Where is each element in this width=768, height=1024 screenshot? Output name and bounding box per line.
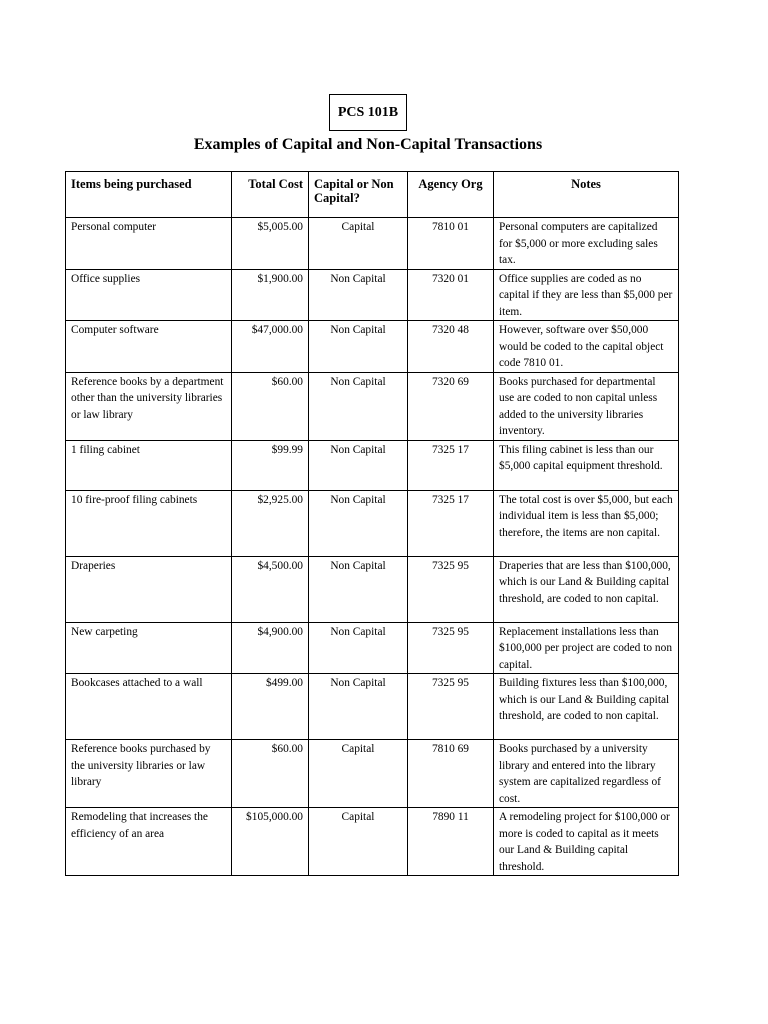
cell-agency-org: 7320 01 — [408, 269, 494, 321]
cell-capital: Non Capital — [309, 622, 408, 674]
cell-total-cost: $99.99 — [232, 440, 309, 490]
cell-total-cost: $105,000.00 — [232, 808, 309, 876]
cell-notes: Office supplies are coded as no capital if they are less than $5,000 per item. — [494, 269, 679, 321]
cell-agency-org: 7325 17 — [408, 490, 494, 556]
header-capital: Capital or Non Capital? — [309, 172, 408, 218]
cell-agency-org: 7890 11 — [408, 808, 494, 876]
table-body — [66, 218, 679, 876]
cell-item: Bookcases attached to a wall — [66, 674, 232, 740]
cell-total-cost: $47,000.00 — [232, 321, 309, 373]
cell-total-cost: $5,005.00 — [232, 218, 309, 270]
cell-item: Office supplies — [66, 269, 232, 321]
cell-notes: The total cost is over $5,000, but each individual item is less than $5,000; therefore, the items are non capital. — [494, 490, 679, 556]
cell-capital: Non Capital — [309, 440, 408, 490]
cell-agency-org: 7325 95 — [408, 622, 494, 674]
cell-item: Computer software — [66, 321, 232, 373]
cell-notes: A remodeling project for $100,000 or more is coded to capital as it meets our Land & Building capital threshold. — [494, 808, 679, 876]
cell-item: Remodeling that increases the efficiency of an area — [66, 808, 232, 876]
table-row — [66, 674, 679, 740]
cell-notes: Books purchased for departmental use are coded to non capital unless added to the university libraries inventory. — [494, 372, 679, 440]
cell-agency-org: 7810 69 — [408, 740, 494, 808]
table-row — [66, 269, 679, 321]
cell-agency-org: 7325 95 — [408, 674, 494, 740]
table-row — [66, 218, 679, 270]
header-total-cost: Total Cost — [232, 172, 309, 218]
cell-capital: Non Capital — [309, 674, 408, 740]
cell-capital: Capital — [309, 740, 408, 808]
transactions-table — [65, 171, 679, 876]
cell-notes: Personal computers are capitalized for $5,000 or more excluding sales tax. — [494, 218, 679, 270]
header-notes: Notes — [494, 172, 679, 218]
table-header-row — [66, 172, 679, 218]
cell-total-cost: $499.00 — [232, 674, 309, 740]
cell-capital: Capital — [309, 218, 408, 270]
cell-notes: Building fixtures less than $100,000, which is our Land & Building capital threshold, are coded to non capital. — [494, 674, 679, 740]
cell-notes: However, software over $50,000 would be coded to the capital object code 7810 01. — [494, 321, 679, 373]
cell-total-cost: $60.00 — [232, 372, 309, 440]
cell-notes: Books purchased by a university library and entered into the library system are capitalized regardless of cost. — [494, 740, 679, 808]
cell-item: Personal computer — [66, 218, 232, 270]
cell-item: 1 filing cabinet — [66, 440, 232, 490]
table-row — [66, 808, 679, 876]
cell-capital: Non Capital — [309, 269, 408, 321]
document-code: PCS 101B — [337, 104, 399, 120]
cell-notes: Draperies that are less than $100,000, which is our Land & Building capital threshold, are coded to non capital. — [494, 556, 679, 622]
cell-total-cost: $4,900.00 — [232, 622, 309, 674]
cell-item: Reference books purchased by the university libraries or law library — [66, 740, 232, 808]
table-row — [66, 440, 679, 490]
cell-capital: Non Capital — [309, 321, 408, 373]
cell-agency-org: 7810 01 — [408, 218, 494, 270]
cell-agency-org: 7320 48 — [408, 321, 494, 373]
cell-capital: Non Capital — [309, 556, 408, 622]
table-row — [66, 740, 679, 808]
document-code-box — [329, 94, 407, 131]
table-row — [66, 490, 679, 556]
cell-total-cost: $1,900.00 — [232, 269, 309, 321]
cell-item: 10 fire-proof filing cabinets — [66, 490, 232, 556]
header-item: Items being purchased — [66, 172, 232, 218]
cell-item: Reference books by a department other than the university libraries or law library — [66, 372, 232, 440]
cell-capital: Capital — [309, 808, 408, 876]
table-row — [66, 321, 679, 373]
cell-capital: Non Capital — [309, 372, 408, 440]
cell-agency-org: 7325 17 — [408, 440, 494, 490]
table-row — [66, 622, 679, 674]
table-row — [66, 556, 679, 622]
cell-total-cost: $2,925.00 — [232, 490, 309, 556]
page-title: Examples of Capital and Non-Capital Transactions — [193, 136, 543, 153]
cell-agency-org: 7325 95 — [408, 556, 494, 622]
cell-total-cost: $60.00 — [232, 740, 309, 808]
cell-agency-org: 7320 69 — [408, 372, 494, 440]
table-row — [66, 372, 679, 440]
cell-item: Draperies — [66, 556, 232, 622]
header-agency-org: Agency Org — [408, 172, 494, 218]
cell-notes: This filing cabinet is less than our $5,000 capital equipment threshold. — [494, 440, 679, 490]
cell-item: New carpeting — [66, 622, 232, 674]
cell-total-cost: $4,500.00 — [232, 556, 309, 622]
cell-capital: Non Capital — [309, 490, 408, 556]
cell-notes: Replacement installations less than $100,000 per project are coded to non capital. — [494, 622, 679, 674]
